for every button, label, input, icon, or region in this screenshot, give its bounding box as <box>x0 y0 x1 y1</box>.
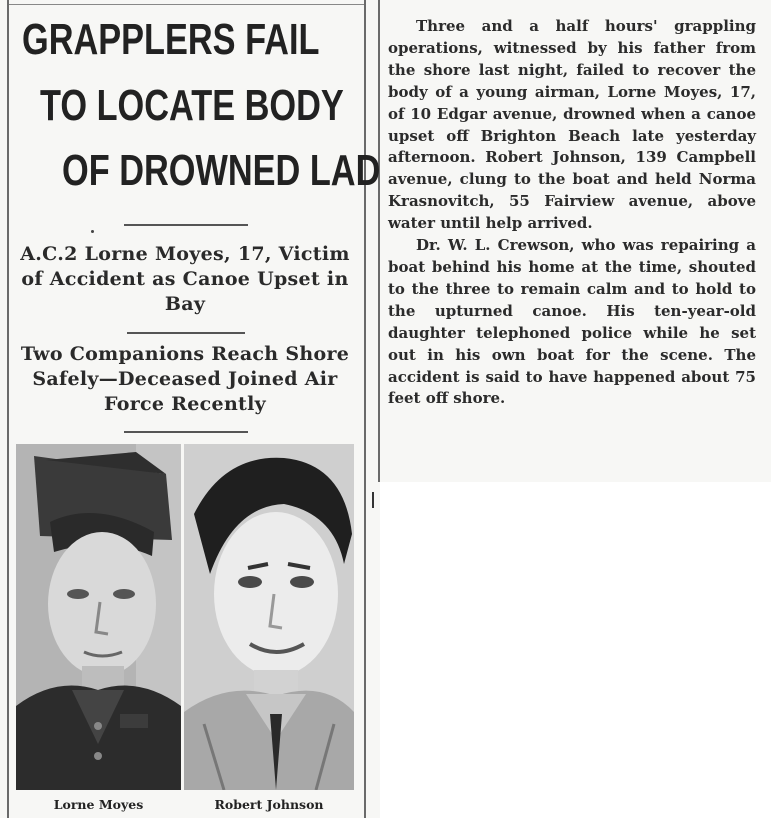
headline-line-1: GRAPPLERS FAIL <box>22 15 320 64</box>
article-body <box>388 16 756 410</box>
stray-mark <box>372 492 374 508</box>
caption-robert-johnson: Robert Johnson <box>214 797 324 812</box>
subheadline-2: Two Companions Reach Shore Safely—Deceased Joined Air Force Recently <box>20 343 350 415</box>
divider-rule-2 <box>127 332 245 334</box>
ornament-dot <box>91 230 94 233</box>
photo-robert-johnson <box>184 444 354 790</box>
caption-lorne-moyes: Lorne Moyes <box>53 797 144 812</box>
headline-line-3: OF DROWNED LAD <box>62 146 381 195</box>
right-column-rule <box>378 0 380 482</box>
top-rule <box>9 4 364 5</box>
article-paragraph-1: Three and a half hours' grappling operations, witnessed by his father from the shore last night, failed to recover the body of a young airman, Lorne Moyes, 17, of 10 Edgar avenue, drowned when a canoe upset off Brighton Beach late yesterday afternoon. Robert Johnson, 139 Campbell avenue, clung to the boat and held Norma Krasnovitch, 55 Fairview avenue, above water until help arrived. <box>388 17 756 233</box>
left-column-rule <box>7 0 9 818</box>
blank-area <box>380 482 771 818</box>
subheadline-1: A.C.2 Lorne Moyes, 17, Victim of Accident as Canoe Upset in Bay <box>20 243 350 315</box>
headline-line-2: TO LOCATE BODY <box>40 81 344 130</box>
article-paragraph-2: Dr. W. L. Crewson, who was repairing a boat behind his home at the time, shouted to the three to remain calm and to hold to the upturned canoe. His ten-year-old daughter telephoned police while he set out in his own boat for the scene. The accident is said to have happened about 75 feet off shore. <box>388 236 756 408</box>
divider-rule-3 <box>124 431 248 433</box>
photo-lorne-moyes <box>16 444 181 790</box>
divider-rule-1 <box>124 224 248 226</box>
center-column-rule <box>364 0 366 818</box>
